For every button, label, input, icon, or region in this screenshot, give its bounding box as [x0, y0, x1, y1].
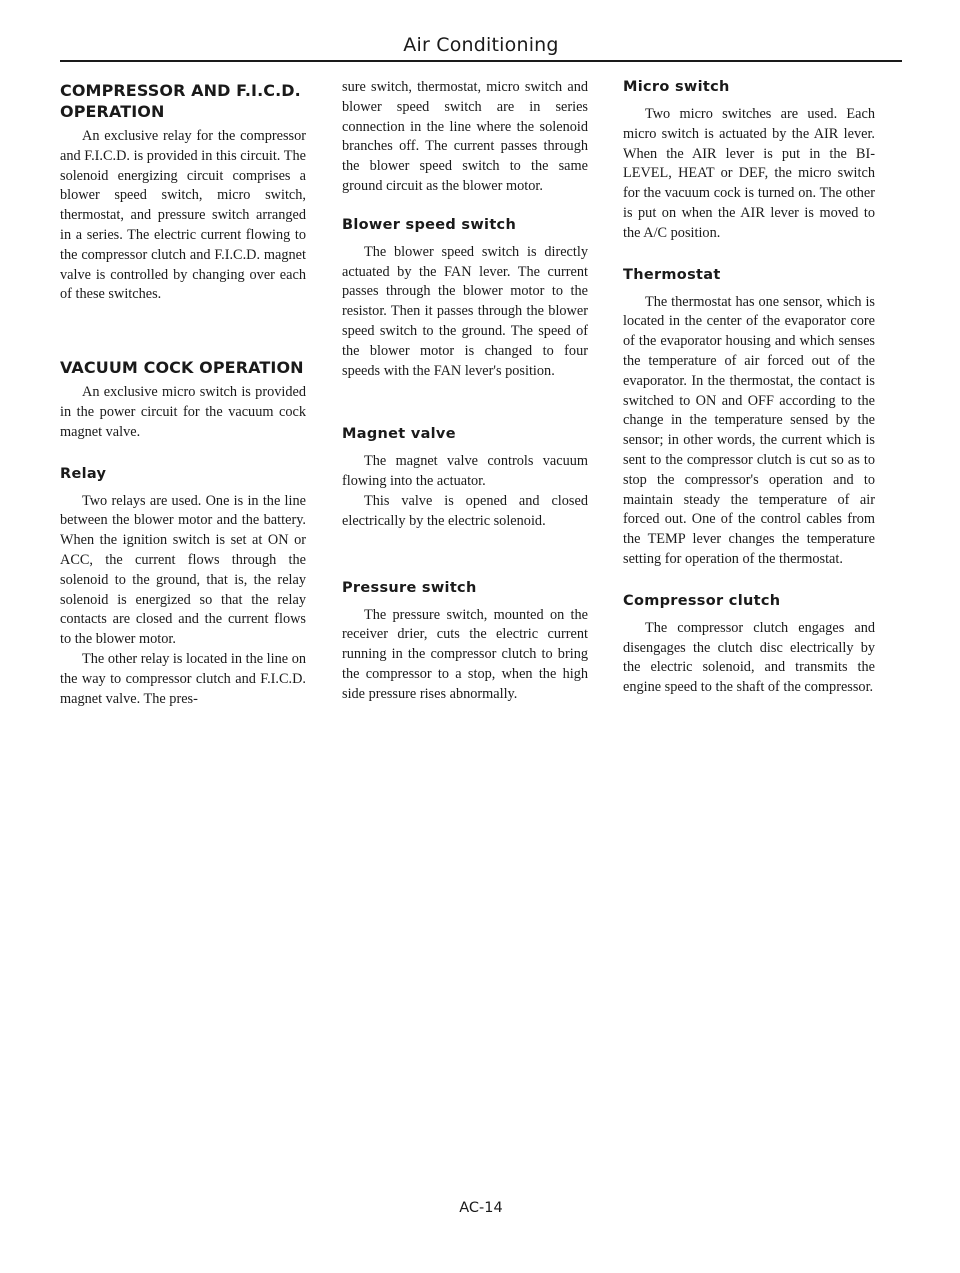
- paragraph-thermostat: The thermostat has one sensor, which is located in the center of the evaporator core of the evaporator housing and which senses the temperature of air forced out of the evaporator. In the thermostat, the contact is switched to ON and OFF according to the change in the temperature sensed by the sensor; in other words, the current which is sent to the compressor clutch is cut so as to stop the compressor's operation and to maintain steady the temperature of air forced out. One of the control cables from the TEMP lever changes the temperature setting for operation of the thermostat.: [623, 293, 875, 567]
- paragraph-compressor-ficd: An exclusive relay for the compressor and F.I.C.D. is provided in this circuit. The solenoid energizing circuit comprises a blower speed switch, micro switch, thermostat, and pressure switch arranged in a series. The electric current flowing to the compressor clutch and F.I.C.D. magnet valve is controlled by changing over each of these switches.: [60, 128, 306, 303]
- paragraph-vacuum-cock: An exclusive micro switch is provided in the power circuit for the vacuum cock magnet valve.: [60, 384, 306, 440]
- heading-thermostat: Thermostat: [623, 266, 721, 283]
- paragraph-magnet-valve-1: The magnet valve controls vacuum flowing into the actuator.: [342, 453, 588, 490]
- column-2: [342, 78, 588, 705]
- page-header-title: Air Conditioning: [403, 34, 559, 56]
- paragraph-blower-speed-switch: The blower speed switch is directly actuated by the FAN lever. The current passes through the blower motor to the resistor. Then it passes through the blower speed switch to the ground. The speed of the blower motor is changed to four speeds with the FAN lever's position.: [342, 243, 588, 379]
- column-1: [60, 80, 306, 709]
- paragraph-relay-1: Two relays are used. One is in the line between the blower motor and the battery. When the ignition switch is set at ON or ACC, the current flows through the solenoid to the ground, that is, the relay solenoid is energized so that the relay contacts are closed and the current flows to the blower motor.: [60, 492, 306, 648]
- heading-compressor-clutch: Compressor clutch: [623, 592, 781, 609]
- header-rule: [60, 60, 902, 62]
- heading-compressor-ficd-line2: OPERATION: [60, 102, 165, 121]
- paragraph-magnet-valve-2: This valve is opened and closed electrically by the electric solenoid.: [342, 492, 588, 529]
- heading-relay: Relay: [60, 465, 107, 482]
- page-number: AC-14: [459, 1200, 503, 1216]
- heading-blower-speed-switch: Blower speed switch: [342, 216, 517, 233]
- paragraph-relay-2-continued: sure switch, thermostat, micro switch and blower speed switch are in series connection in the line where the solenoid branches off. The current passes through the blower speed switch to the same ground circuit as the blower motor.: [342, 79, 588, 194]
- heading-micro-switch: Micro switch: [623, 79, 730, 95]
- paragraph-pressure-switch: The pressure switch, mounted on the receiver drier, cuts the electric current running in the compressor clutch to bring the compressor to a stop, when the high side pressure rises abnormally.: [342, 606, 588, 702]
- heading-vacuum-cock: VACUUM COCK OPERATION: [60, 358, 304, 378]
- paragraph-compressor-clutch: The compressor clutch engages and disengages the clutch disc electrically by the electric solenoid, and transmits the engine speed to the shaft of the compressor.: [623, 619, 875, 696]
- heading-pressure-switch: Pressure switch: [342, 579, 477, 596]
- paragraph-relay-2: The other relay is located in the line on the way to compressor clutch and F.I.C.D. magnet valve. The pres-: [60, 650, 306, 707]
- paragraph-micro-switch: Two micro switches are used. Each micro switch is actuated by the AIR lever. When the AIR lever is put in the BI-LEVEL, HEAT or DEF, the micro switch for the vacuum cock is turned on. The other is put on when the AIR lever is moved to the A/C position.: [623, 106, 875, 241]
- column-3: [623, 78, 875, 698]
- heading-magnet-valve: Magnet valve: [342, 426, 456, 443]
- heading-compressor-ficd-line1: COMPRESSOR AND F.I.C.D.: [60, 81, 301, 100]
